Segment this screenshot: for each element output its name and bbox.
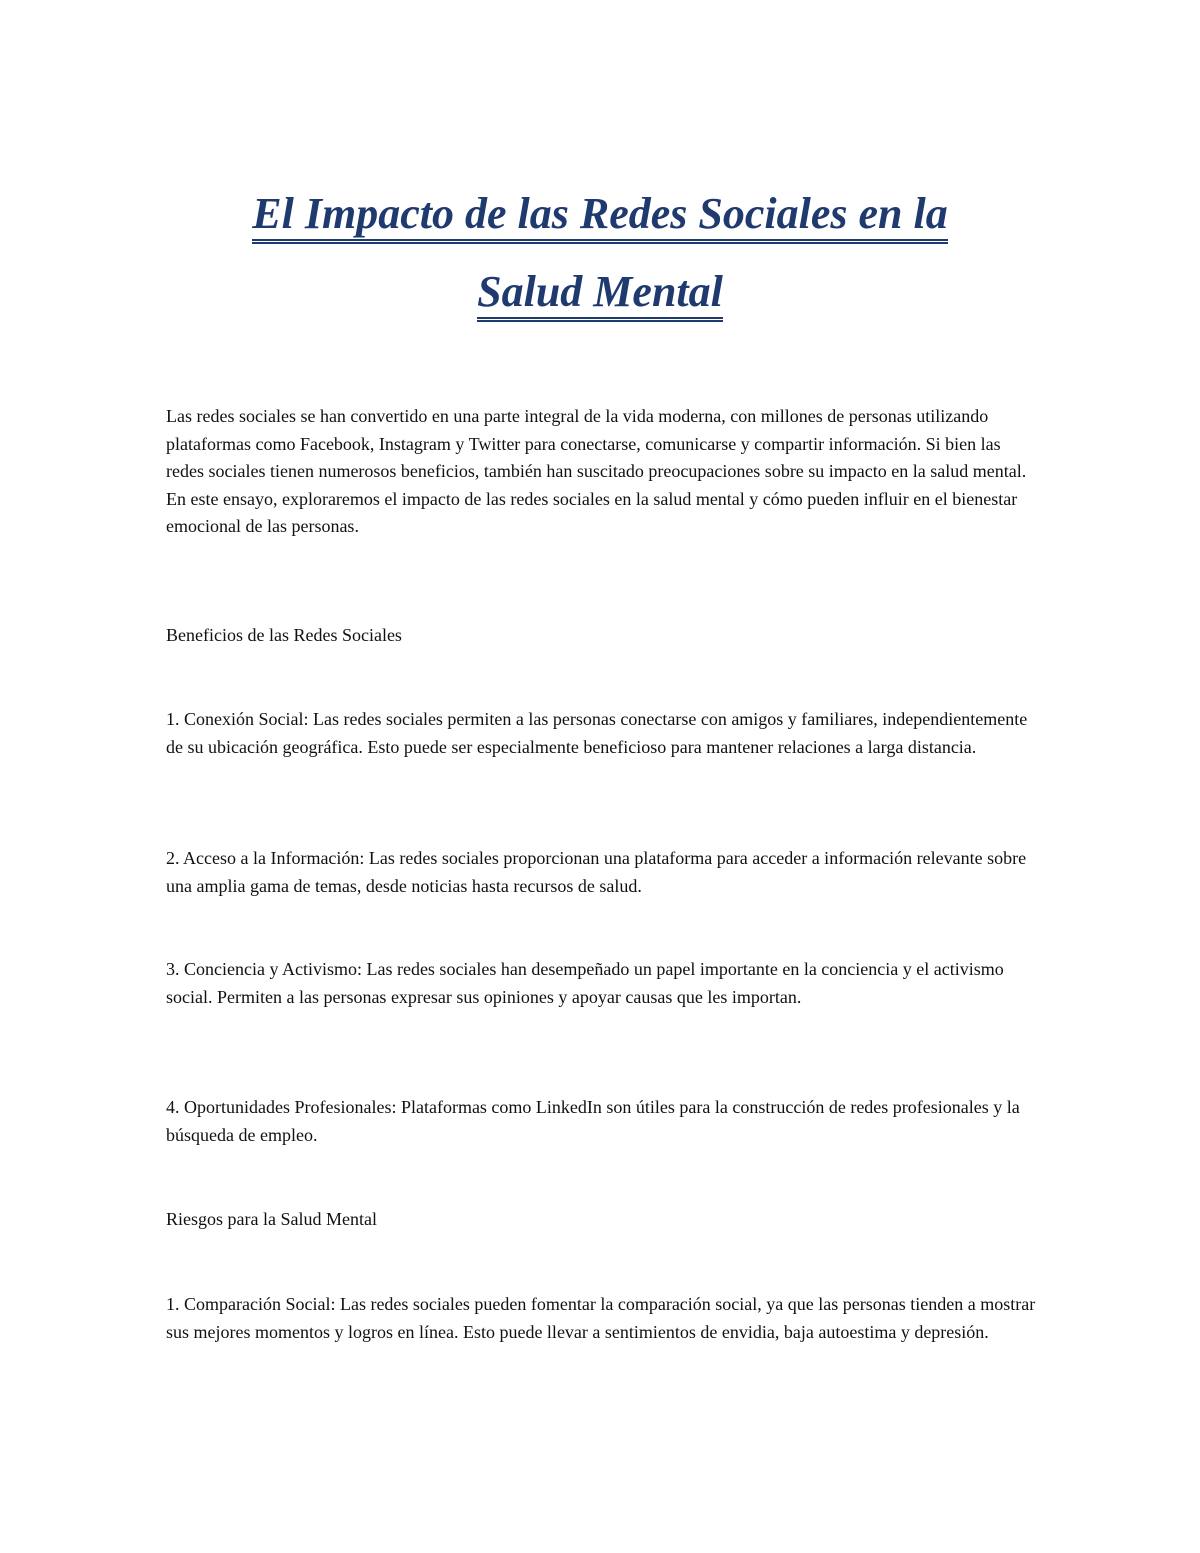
benefits-heading: Beneficios de las Redes Sociales [166,625,402,645]
risks-heading: Riesgos para la Salud Mental [166,1209,377,1229]
document-title-line-1: El Impacto de las Redes Sociales en la [160,192,1040,244]
document-title-line-2: Salud Mental [160,270,1040,322]
benefit-item-2: 2. Acceso a la Información: Las redes sociales proporcionan una plataforma para acceder a información relevante sobre una amplia gama de temas, desde noticias hasta recursos de salud. [166,848,1027,896]
benefit-item-3: 3. Conciencia y Activismo: Las redes sociales han desempeñado un papel importante en la conciencia y el activismo social. Permiten a las personas expresar sus opiniones y apoyar causas que les importan. [166,959,1004,1007]
benefit-item-1: 1. Conexión Social: Las redes sociales permiten a las personas conectarse con amigos y familiares, independientemente de su ubicación geográfica. Esto puede ser especialmente beneficioso para mantener relaciones a larga distancia. [166,709,1028,757]
risk-item-1: 1. Comparación Social: Las redes sociales pueden fomentar la comparación social, ya que las personas tienden a mostrar sus mejores momentos y logros en línea. Esto puede llevar a sentimientos de envidia, baja autoestima y depresión. [166,1294,1036,1342]
benefit-item-4: 4. Oportunidades Profesionales: Plataformas como LinkedIn son útiles para la construcción de redes profesionales y la búsqueda de empleo. [166,1097,1020,1145]
intro-paragraph: Las redes sociales se han convertido en una parte integral de la vida moderna, con millones de personas utilizando plataformas como Facebook, Instagram y Twitter para conectarse, comunicarse y compartir información. Si bien las redes sociales tienen numerosos beneficios, también han suscitado preocupaciones sobre su impacto en la salud mental. En este ensayo, exploraremos el impacto de las redes sociales en la salud mental y cómo pueden influir en el bienestar emocional de las personas. [166,406,1027,536]
